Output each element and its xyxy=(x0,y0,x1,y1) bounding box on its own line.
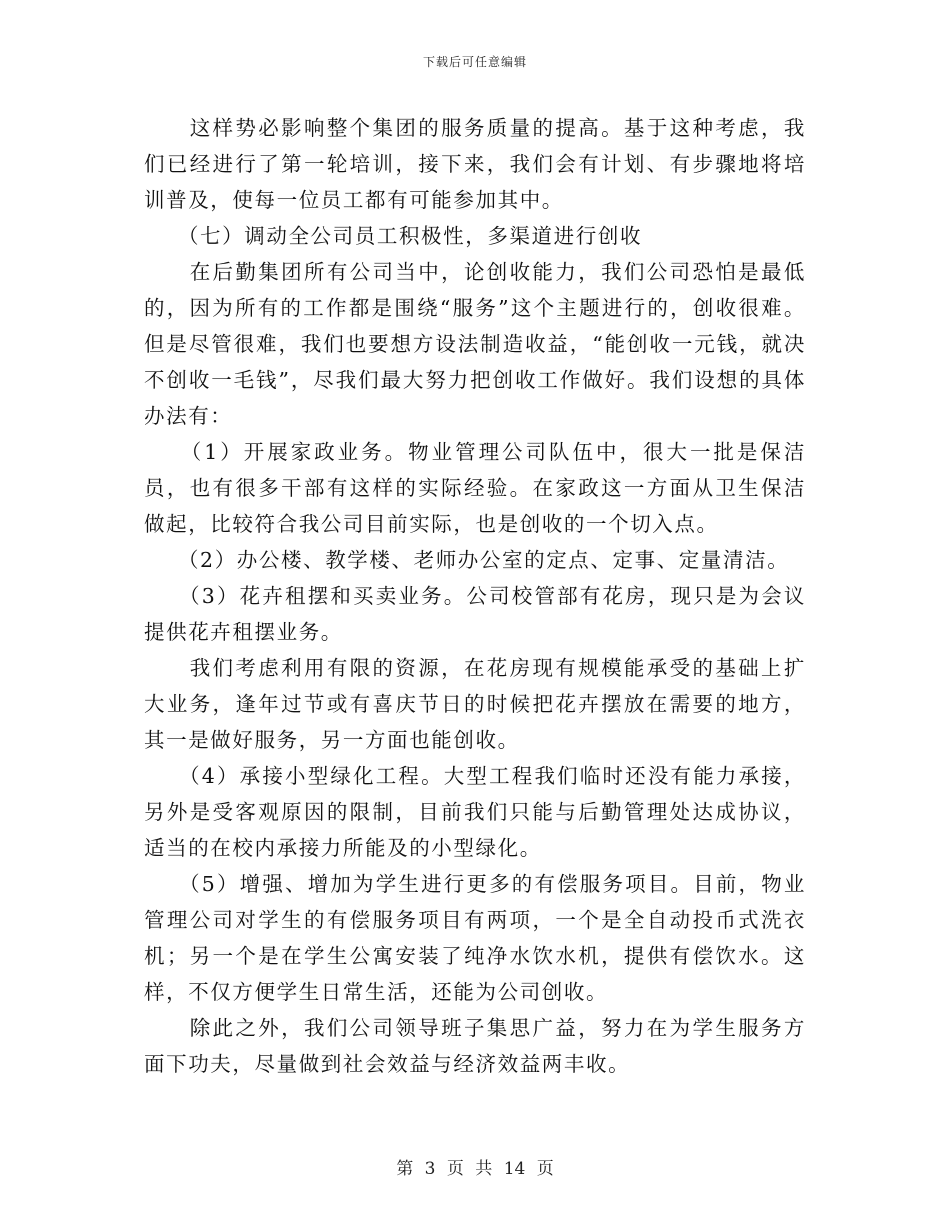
paragraph-item-1: （1）开展家政业务。物业管理公司队伍中，很大一批是保洁员，也有很多干部有这样的实际经验。在家政这一方面从卫生保洁做起，比较符合我公司目前实际，也是创收的一个切入点。 xyxy=(144,440,806,536)
paragraph-training: 这样势必影响整个集团的服务质量的提高。基于这种考虑，我们已经进行了第一轮培训，接下来，我们会有计划、有步骤地将培训普及，使每一位员工都有可能参加其中。 xyxy=(144,116,806,212)
paragraph-flower-plan: 我们考虑利用有限的资源，在花房现有规模能承受的基础上扩大业务，逢年过节或有喜庆节日的时候把花卉摆放在需要的地方，其一是做好服务，另一方面也能创收。 xyxy=(144,656,806,752)
paragraph-item-4: （4）承接小型绿化工程。大型工程我们临时还没有能力承接，另外是受客观原因的限制，目前我们只能与后勤管理处达成协议，适当的在校内承接力所能及的小型绿化。 xyxy=(144,764,806,860)
section-heading-7: （七）调动全公司员工积极性，多渠道进行创收 xyxy=(144,224,643,248)
paragraph-item-2: （2）办公楼、教学楼、老师办公室的定点、定事、定量清洁。 xyxy=(144,548,790,572)
page-number-footer: 第 3 页 共 14 页 xyxy=(396,1159,554,1179)
page-header-note: 下载后可任意编辑 xyxy=(422,55,527,69)
paragraph-conclusion: 除此之外，我们公司领导班子集思广益，努力在为学生服务方面下功夫，尽量做到社会效益与经济效益两丰收。 xyxy=(144,1016,806,1076)
paragraph-item-3: （3）花卉租摆和买卖业务。公司校管部有花房，现只是为会议提供花卉租摆业务。 xyxy=(144,584,806,644)
document-body xyxy=(144,110,806,1082)
paragraph-revenue-intro: 在后勤集团所有公司当中，论创收能力，我们公司恐怕是最低的，因为所有的工作都是围绕“服务”这个主题进行的，创收很难。但是尽管很难，我们也要想方设法制造收益，“能创收一元钱，就决不创收一毛钱”，尽我们最大努力把创收工作做好。我们设想的具体办法有： xyxy=(144,260,806,428)
paragraph-item-5: （5）增强、增加为学生进行更多的有偿服务项目。目前，物业管理公司对学生的有偿服务项目有两项，一个是全自动投币式洗衣机；另一个是在学生公寓安装了纯净水饮水机，提供有偿饮水。这样，不仅方便学生日常生活，还能为公司创收。 xyxy=(144,872,806,1004)
